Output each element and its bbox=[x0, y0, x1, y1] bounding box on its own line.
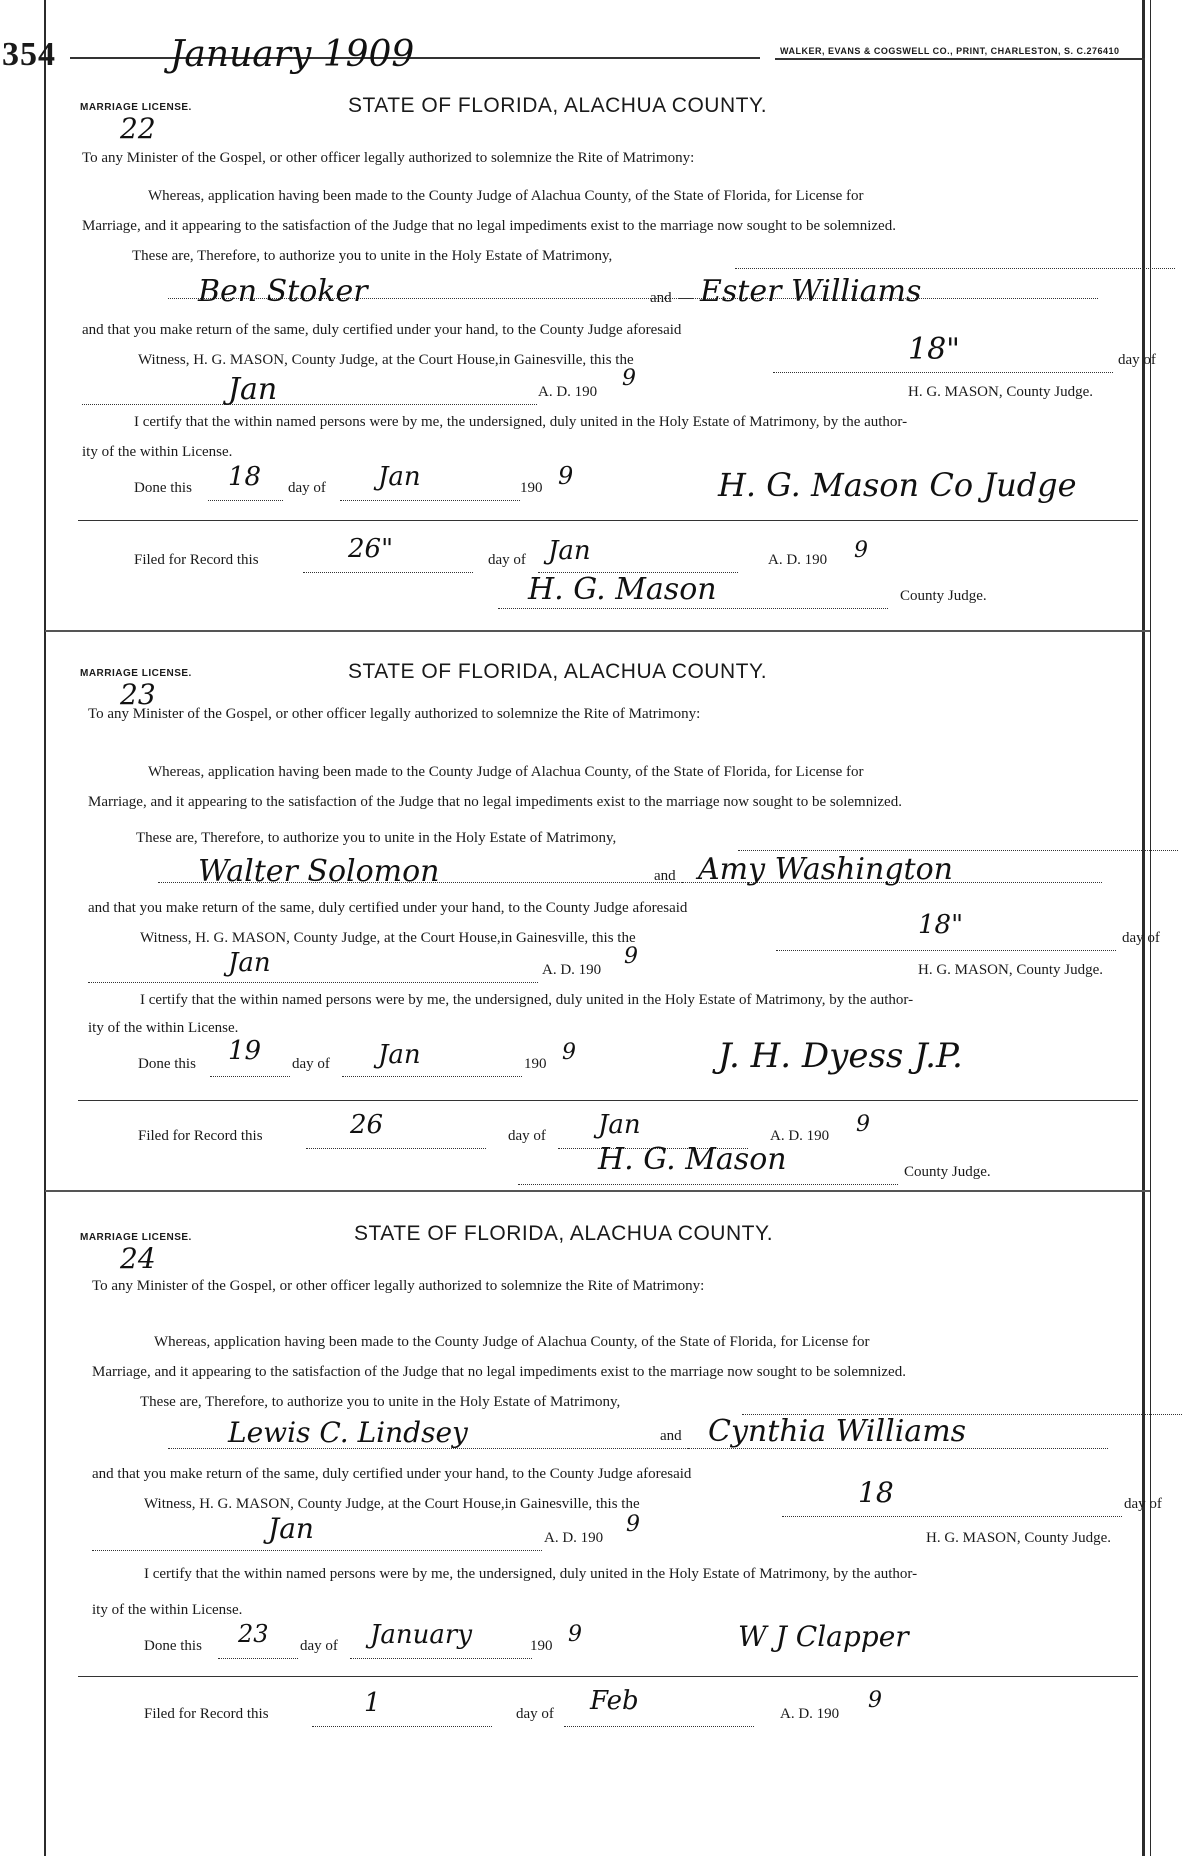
address-line: To any Minister of the Gospel, or other officer legally authorized to solemnize the Rite of Matrimony: bbox=[88, 706, 701, 722]
filed-day: 1 bbox=[364, 1688, 381, 1718]
filed-year: 9 bbox=[868, 1688, 882, 1713]
filed-month: Feb bbox=[590, 1686, 639, 1716]
right-margin-line bbox=[1142, 0, 1145, 1856]
whereas-line: Whereas, application having been made to the County Judge of Alachua County, of the State of Florida, for License for bbox=[148, 764, 864, 780]
filed-day-of-label: day of bbox=[516, 1706, 554, 1722]
done-month: Jan bbox=[378, 462, 421, 492]
filed-label: Filed for Record this bbox=[138, 1128, 263, 1144]
witness-year: 9 bbox=[626, 1512, 640, 1537]
filed-day: 26 bbox=[350, 1110, 384, 1140]
header-rule-right bbox=[775, 58, 1145, 60]
witness-year: 9 bbox=[622, 366, 636, 391]
whereas-line: Whereas, application having been made to the County Judge of Alachua County, of the State of Florida, for License for bbox=[148, 188, 864, 204]
page-header bbox=[0, 30, 1140, 80]
judge-title: H. G. MASON, County Judge. bbox=[926, 1530, 1112, 1546]
done-this-label: Done this bbox=[134, 480, 192, 496]
authority-line: ity of the within License. bbox=[82, 444, 233, 460]
return-line: and that you make return of the same, duly certified under your hand, to the County Judge aforesaid bbox=[92, 1466, 692, 1482]
done-year: 9 bbox=[558, 462, 574, 490]
state-title: STATE OF FLORIDA, ALACHUA COUNTY. bbox=[348, 94, 768, 117]
entry-separator bbox=[45, 1190, 1150, 1192]
done-this-label: Done this bbox=[144, 1638, 202, 1654]
bride-name: Cynthia Williams bbox=[708, 1414, 967, 1449]
state-title: STATE OF FLORIDA, ALACHUA COUNTY. bbox=[348, 660, 768, 683]
done-month: January bbox=[370, 1620, 473, 1650]
done-day: 18 bbox=[228, 462, 262, 492]
witness-day: 18 bbox=[858, 1476, 894, 1509]
filed-year: 9 bbox=[856, 1112, 870, 1137]
license-label: MARRIAGE LICENSE. bbox=[80, 668, 192, 679]
filed-year: 9 bbox=[854, 538, 868, 563]
return-line: and that you make return of the same, duly certified under your hand, to the County Judge aforesaid bbox=[88, 900, 688, 916]
and-label: and bbox=[654, 868, 676, 884]
certify-line: I certify that the within named persons were by me, the undersigned, duly united in the Holy Estate of Matrimony, by the author- bbox=[134, 414, 908, 430]
officiant-signature: J. H. Dyess J.P. bbox=[718, 1036, 963, 1076]
officiant-signature: W J Clapper bbox=[738, 1620, 909, 1653]
day-of-label: day of bbox=[1124, 1496, 1162, 1512]
judge-title: H. G. MASON, County Judge. bbox=[908, 384, 1094, 400]
filed-day-of-label: day of bbox=[488, 552, 526, 568]
filed-day-of-label: day of bbox=[508, 1128, 546, 1144]
these-are-line: These are, Therefore, to authorize you to unite in the Holy Estate of Matrimony, bbox=[132, 248, 613, 264]
license-number: 22 bbox=[120, 112, 156, 145]
return-line: and that you make return of the same, duly certified under your hand, to the County Judge aforesaid bbox=[82, 322, 682, 338]
whereas-line: Whereas, application having been made to the County Judge of Alachua County, of the State of Florida, for License for bbox=[154, 1334, 870, 1350]
filed-ad-label: A. D. 190 bbox=[768, 552, 828, 568]
filed-day: 26" bbox=[348, 534, 394, 564]
witness-month: Jan bbox=[268, 1512, 314, 1545]
authority-line: ity of the within License. bbox=[88, 1020, 239, 1036]
day-of-label: day of bbox=[1122, 930, 1160, 946]
filed-month: Jan bbox=[598, 1110, 641, 1140]
groom-name: Lewis C. Lindsey bbox=[228, 1416, 468, 1449]
done-day-of-label: day of bbox=[292, 1056, 330, 1072]
county-judge-label: County Judge. bbox=[900, 588, 987, 604]
witness-month: Jan bbox=[228, 372, 278, 407]
witness-day: 18" bbox=[908, 332, 960, 367]
marriage-line: Marriage, and it appearing to the satisfaction of the Judge that no legal impediments exist to the marriage now sought to be solemnized. bbox=[92, 1364, 906, 1380]
address-line: To any Minister of the Gospel, or other officer legally authorized to solemnize the Rite of Matrimony: bbox=[92, 1278, 705, 1294]
witness-month: Jan bbox=[228, 948, 271, 978]
address-line: To any Minister of the Gospel, or other officer legally authorized to solemnize the Rite of Matrimony: bbox=[82, 150, 695, 166]
right-outer-line bbox=[1150, 0, 1151, 1856]
done-day-of-label: day of bbox=[288, 480, 326, 496]
witness-line: Witness, H. G. MASON, County Judge, at the Court House,in Gainesville, this the bbox=[138, 352, 634, 368]
printer-imprint: WALKER, EVANS & COGSWELL CO., PRINT, CHARLESTON, S. C.276410 bbox=[780, 46, 1120, 56]
these-are-line: These are, Therefore, to authorize you to unite in the Holy Estate of Matrimony, bbox=[136, 830, 617, 846]
county-judge-label: County Judge. bbox=[904, 1164, 991, 1180]
groom-name: Walter Solomon bbox=[198, 854, 440, 889]
left-margin-line bbox=[44, 0, 46, 1856]
entry-separator bbox=[45, 630, 1150, 632]
filed-month: Jan bbox=[548, 536, 591, 566]
filed-label: Filed for Record this bbox=[144, 1706, 269, 1722]
bride-name: Ester Williams bbox=[700, 274, 922, 309]
officiant-signature: H. G. Mason Co Judge bbox=[718, 466, 1077, 504]
and-label: and bbox=[660, 1428, 682, 1444]
witness-line: Witness, H. G. MASON, County Judge, at the Court House,in Gainesville, this the bbox=[144, 1496, 640, 1512]
done-year-prefix: 190 bbox=[530, 1638, 553, 1654]
authority-line: ity of the within License. bbox=[92, 1602, 243, 1618]
license-label: MARRIAGE LICENSE. bbox=[80, 1232, 192, 1243]
bride-name: Amy Washington bbox=[698, 852, 953, 887]
done-day: 23 bbox=[238, 1620, 269, 1648]
page-number: 354 bbox=[2, 36, 56, 73]
done-this-label: Done this bbox=[138, 1056, 196, 1072]
done-year-prefix: 190 bbox=[520, 480, 543, 496]
ad-label: A. D. 190 bbox=[544, 1530, 604, 1546]
filed-label: Filed for Record this bbox=[134, 552, 259, 568]
judge-title: H. G. MASON, County Judge. bbox=[918, 962, 1104, 978]
groom-name: Ben Stoker bbox=[198, 274, 368, 309]
license-number: 23 bbox=[120, 678, 156, 711]
state-title: STATE OF FLORIDA, ALACHUA COUNTY. bbox=[354, 1222, 774, 1245]
certify-line: I certify that the within named persons were by me, the undersigned, duly united in the Holy Estate of Matrimony, by the author- bbox=[144, 1566, 918, 1582]
witness-line: Witness, H. G. MASON, County Judge, at the Court House,in Gainesville, this the bbox=[140, 930, 636, 946]
ad-label: A. D. 190 bbox=[538, 384, 598, 400]
witness-year: 9 bbox=[624, 944, 638, 969]
done-day-of-label: day of bbox=[300, 1638, 338, 1654]
marriage-line: Marriage, and it appearing to the satisfaction of the Judge that no legal impediments exist to the marriage now sought to be solemnized. bbox=[82, 218, 896, 234]
filed-ad-label: A. D. 190 bbox=[770, 1128, 830, 1144]
done-year-prefix: 190 bbox=[524, 1056, 547, 1072]
handwritten-month: January 1909 bbox=[170, 34, 415, 75]
and-label: and bbox=[650, 290, 672, 306]
done-year: 9 bbox=[568, 1622, 582, 1647]
filed-ad-label: A. D. 190 bbox=[780, 1706, 840, 1722]
done-year: 9 bbox=[562, 1040, 576, 1065]
ad-label: A. D. 190 bbox=[542, 962, 602, 978]
judge-signature: H. G. Mason bbox=[528, 572, 717, 607]
witness-day: 18" bbox=[918, 910, 964, 940]
certify-line: I certify that the within named persons were by me, the undersigned, duly united in the Holy Estate of Matrimony, by the author- bbox=[140, 992, 914, 1008]
license-number: 24 bbox=[120, 1242, 156, 1275]
done-month: Jan bbox=[378, 1040, 421, 1070]
done-day: 19 bbox=[228, 1036, 262, 1066]
these-are-line: These are, Therefore, to authorize you to unite in the Holy Estate of Matrimony, bbox=[140, 1394, 621, 1410]
marriage-line: Marriage, and it appearing to the satisfaction of the Judge that no legal impediments exist to the marriage now sought to be solemnized. bbox=[88, 794, 902, 810]
day-of-label: day of bbox=[1118, 352, 1156, 368]
judge-signature: H. G. Mason bbox=[598, 1142, 787, 1177]
license-label: MARRIAGE LICENSE. bbox=[80, 102, 192, 113]
